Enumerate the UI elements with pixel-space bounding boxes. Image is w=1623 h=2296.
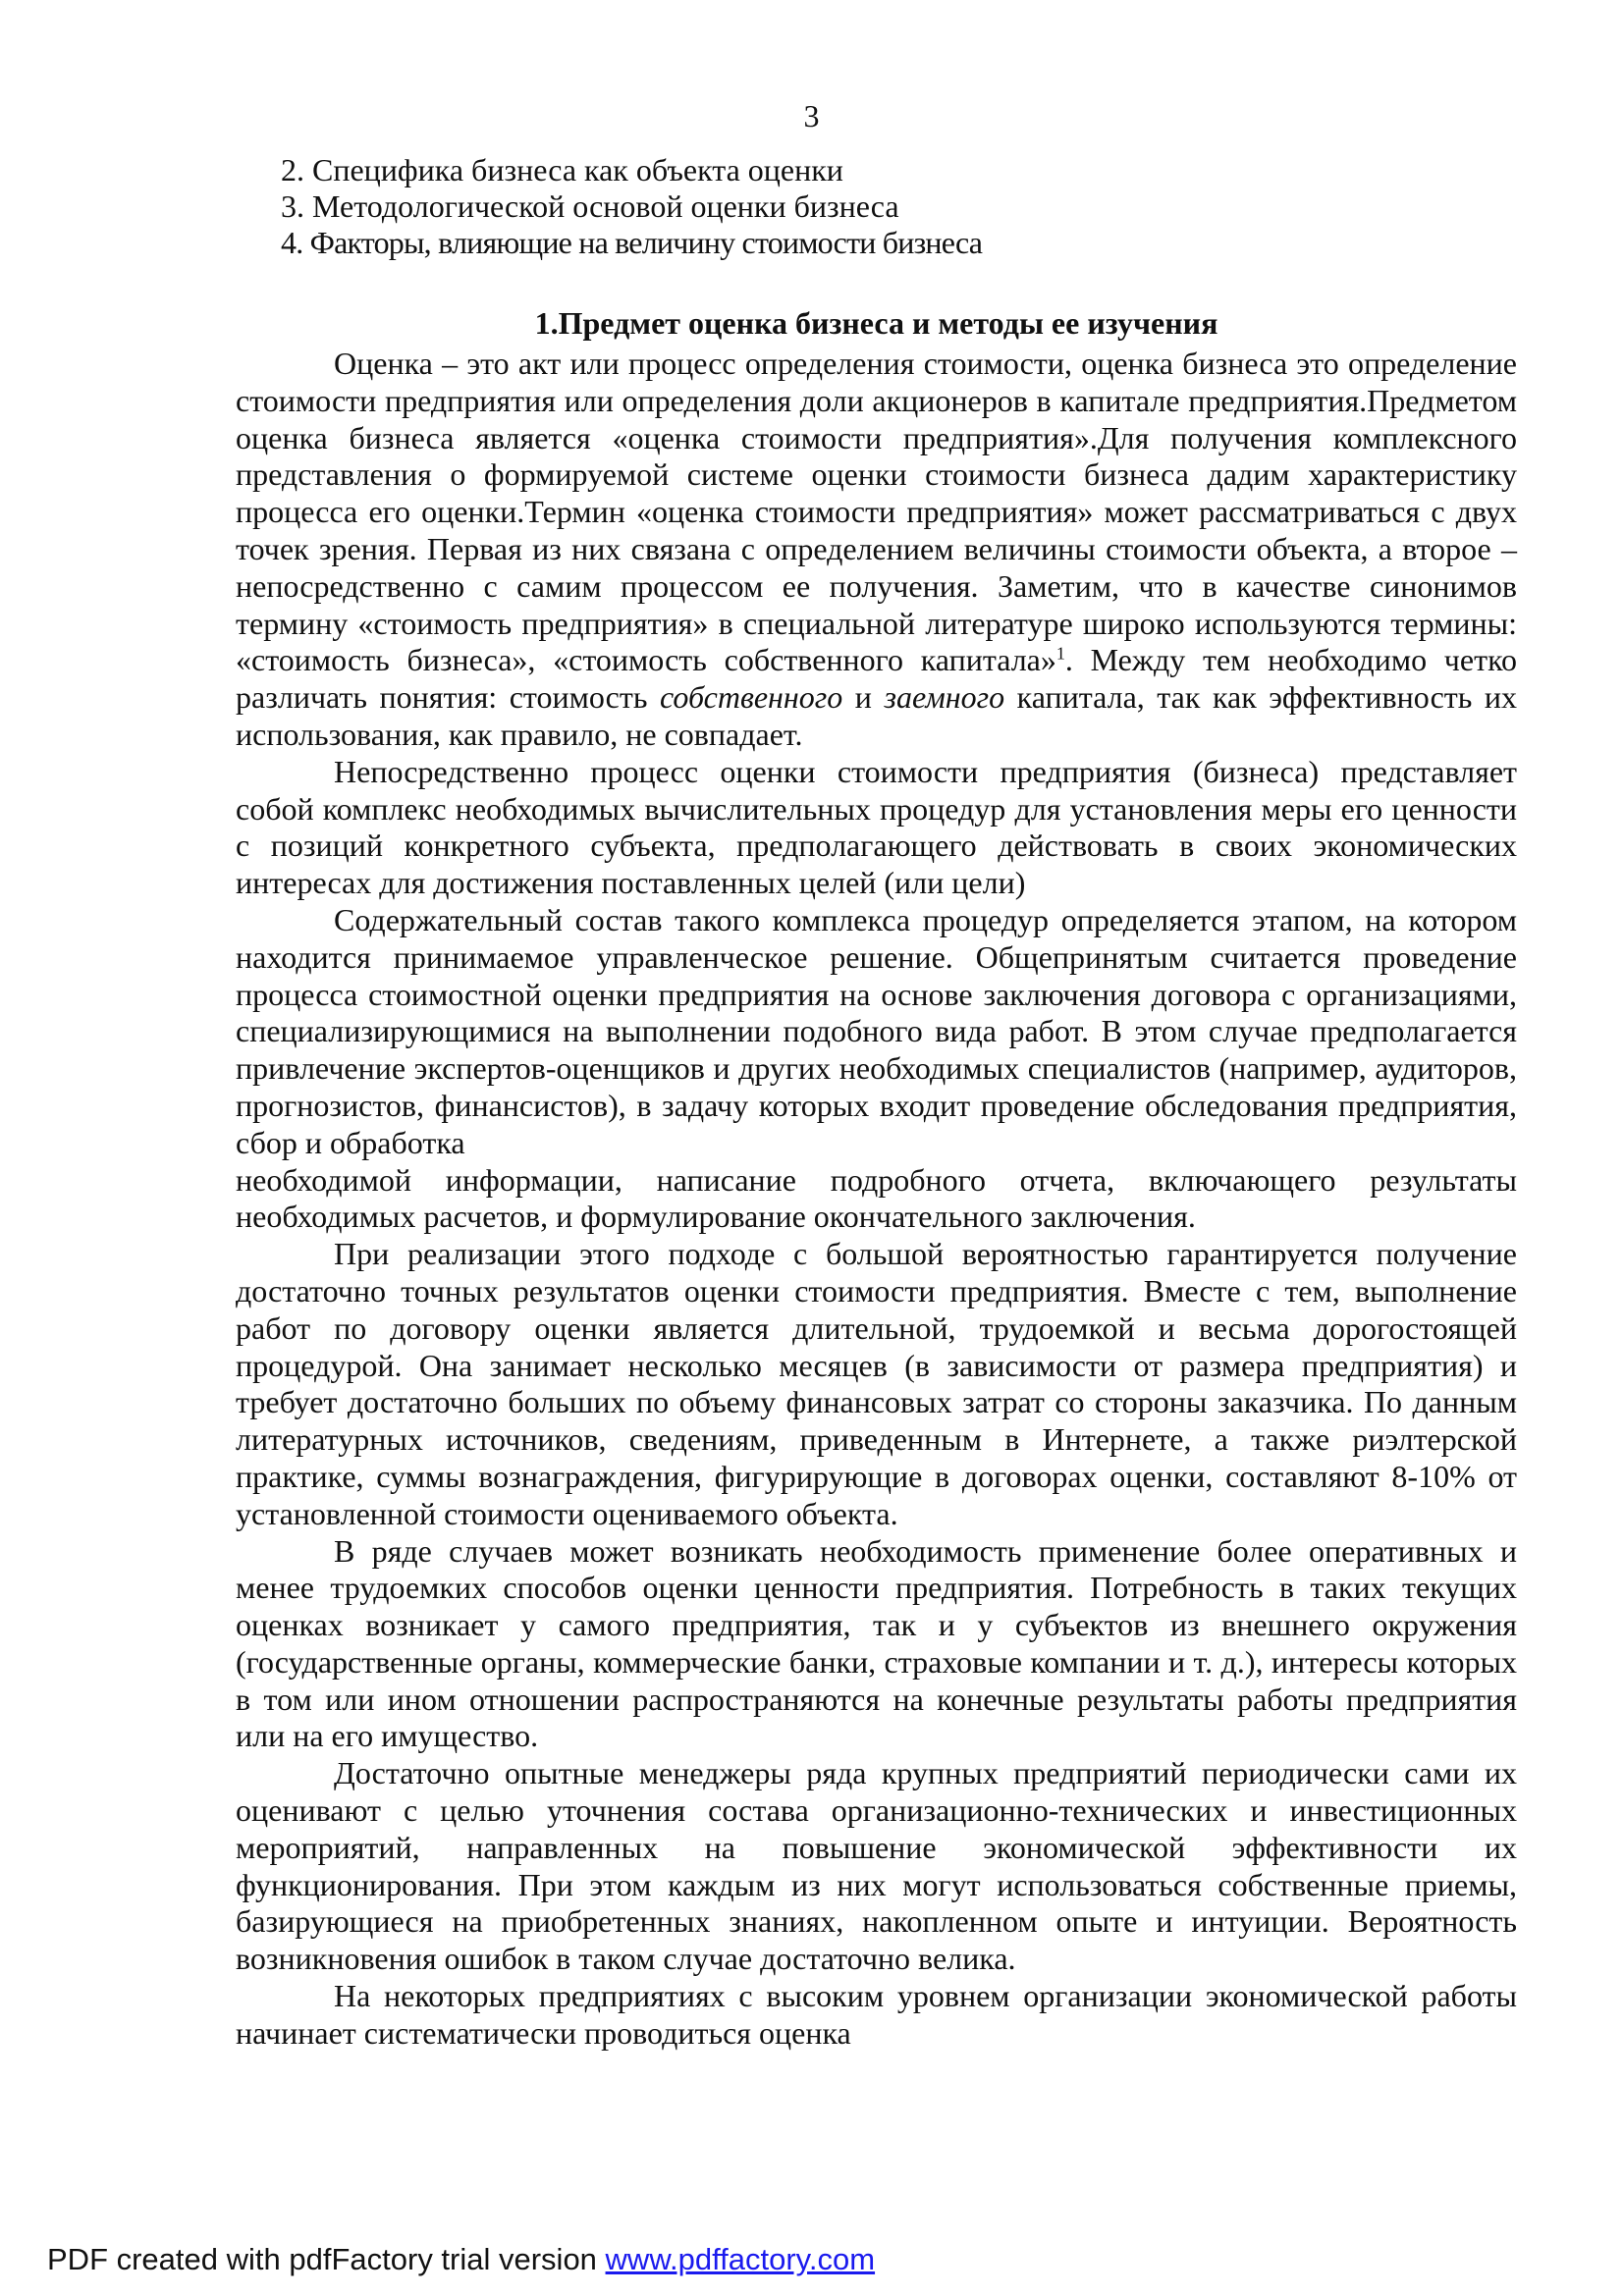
toc-item [281,188,1361,225]
paragraph-6: Достаточно опытные менеджеры ряда крупных предприятий периодически сами их оценивают с целью уточнения состава организационно-технических и инвестиционных мероприятий, направленных на повышение экономической эффективности их функционирования. При этом каждым из них могут использоваться собственные приемы, базирующиеся на приобретенных знаниях, накопленном опыте и интуиции. Вероятность возникновения ошибок в таком случае достаточно велика. [236,1755,1517,1977]
paragraph-3-continued: необходимой информации, написание подробного отчета, включающего результаты необходимых расчетов, и формулирование окончательного заключения. [236,1161,1517,1235]
paragraph-7: На некоторых предприятиях с высоким уровнем организации экономической работы начинает систематически проводиться оценка [236,1978,1517,2051]
toc-item-text: 4. Факторы, влияющие на величину стоимости бизнеса [281,225,983,260]
pdf-footer [47,2241,875,2278]
paragraph-2: Непосредственно процесс оценки стоимости предприятия (бизнеса) представляет собой комплекс необходимых вычислительных процедур для установления меры его ценности с позиций конкретного субъекта, предполагающего действовать в своих экономических интересах для достижения поставленных целей (или цели) [236,753,1517,901]
paragraph-4: При реализации этого подходе с большой вероятностью гарантируется получение достаточно точных результатов оценки стоимости предприятия. Вместе с тем, выполнение работ по договору оценки является длительной, трудоемкой и весьма дорогостоящей процедурой. Она занимает несколько месяцев (в зависимости от размера предприятия) и требует достаточно больших по объему финансовых затрат со стороны заказчика. По данным литературных источников, сведениям, приведенным в Интернете, а также риэлтерской практике, суммы вознаграждения, фигурирующие в договорах оценки, составляют 8-10% от установленной стоимости оцениваемого объекта. [236,1236,1517,1531]
section-heading: 1.Предмет оценка бизнеса и методы ее изучения [534,305,1218,341]
toc-item [281,225,1361,261]
footnote-reference: 1 [1055,643,1065,664]
paragraph-3: Содержательный состав такого комплекса процедур определяется этапом, на котором находится принимаемое управленческое решение. Общепринятым считается проведение процесса стоимостной оценки предприятия на основе заключения договора с организациями, специализирующимися на выполнении подобного вида работ. В этом случае предполагается привлечение экспертов-оценщиков и других необходимых специалистов (например, аудиторов, прогнозистов, финансистов), в задачу которых входит проведение обследования предприятия, сбор и обработка [236,901,1517,1160]
body-text [236,346,1517,2053]
footer-text: PDF created with pdfFactory trial version [47,2242,606,2276]
paragraph-5: В ряде случаев может возникать необходимость применение более оперативных и менее трудоемких способов оценки ценности предприятия. Потребность в таких текущих оценках возникает у самого предприятия, так и у субъектов из внешнего окружения (государственные органы, коммерческие банки, страховые компании и т. д.), интересы которых в том или ином отношении распространяются на конечные результаты работы предприятия или на его имущество. [236,1532,1517,1754]
toc-item [281,152,1361,188]
toc-item-text: 2. Специфика бизнеса как объекта оценки [281,152,843,187]
paragraph-1: Оценка – это акт или процесс определения стоимости, оценка бизнеса это определение стоимости предприятия или определения доли акционеров в капитале предприятия.Предметом оценка бизнеса является «оценка стоимости предприятия».Для получения комплексного представления о формируемой системе оценки стоимости бизнеса дадим характеристику процесса его оценки.Термин «оценка стоимости предприятия» может рассматриваться с двух точек зрения. Первая из них связана с определением величины стоимости объекта, а второе – непосредственно с самим процессом ее получения. Заметим, что в качестве синонимов термину «стоимость предприятия» в специальной литературе широко используются термины: «стоимость бизнеса», «стоимость собственного капитала»$^1$. Между тем необходимо четко различать понятия: стоимость собственного и заемного капитала, так как эффективность их использования, как правило, не совпадает. [236,346,1518,752]
toc-item-text: 3. Методологической основой оценки бизнеса [281,188,899,224]
footer-link[interactable]: www.pdffactory.com [605,2242,876,2276]
page-number: 3 [803,98,820,133]
table-of-contents [281,152,1361,261]
